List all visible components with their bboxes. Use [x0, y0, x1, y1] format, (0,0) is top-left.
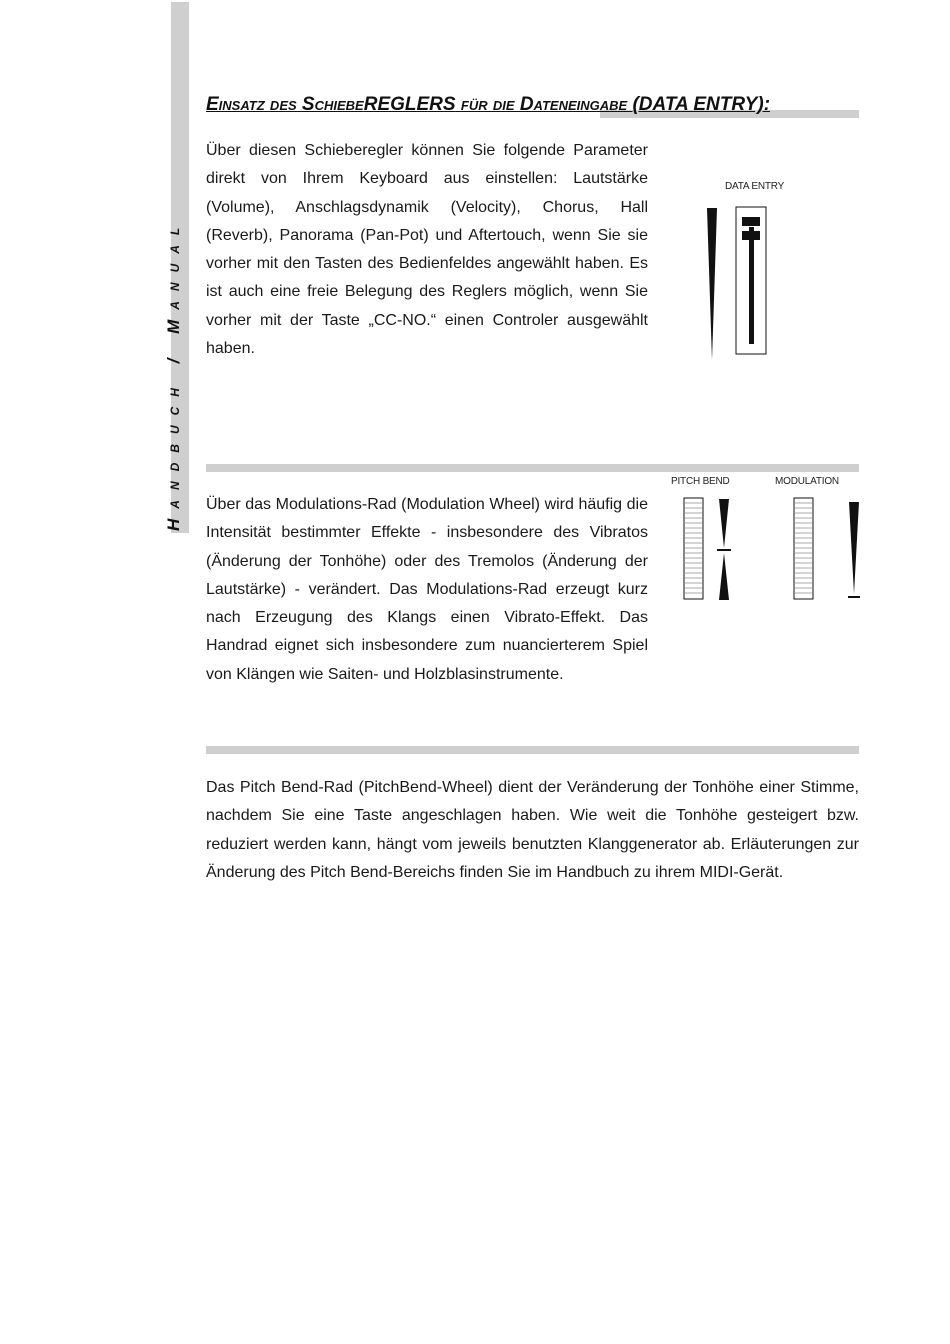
pitch-down-wedge-icon: [719, 553, 729, 600]
slider-knob: [742, 217, 760, 226]
side-tab-label: Handbuch / Manual: [164, 217, 183, 531]
heading-part-1: Einsatz des Schiebe: [206, 94, 364, 115]
volume-wedge-icon: [707, 208, 717, 360]
section-heading: [206, 94, 770, 116]
pitch-up-wedge-icon: [719, 499, 729, 548]
pitch-center-mark: [717, 549, 731, 551]
modulation-label: MODULATION: [775, 476, 839, 487]
heading-part-4: (DATA ENTRY):: [632, 94, 771, 115]
modulation-paragraph: Über das Modulations-Rad (Modulation Wheel) wird häufig die Intensität bestimmter Effekte - insbesondere des Vibratos (Änderung der Tonhöhe) oder des Tremolos (Änderung der Lautstärke) - verändert. Das Modulations-Rad erzeugt kurz nach Erzeugung des Klangs einen Vibrato-Effekt. Das Handrad eignet sich insbesondere zum nuancierterem Spiel von Klängen wie Saiten- und Holzblasinstrumente.: [206, 496, 648, 683]
section-divider-2: [206, 746, 859, 754]
heading-part-3: für die Dateneingabe: [455, 94, 633, 115]
modulation-wedge-icon: [849, 502, 859, 594]
section-divider-1: [206, 464, 859, 472]
data-entry-paragraph: Über diesen Schieberegler können Sie folgende Parameter direkt von Ihrem Keyboard aus einstellen: Lautstärke (Volume), Anschlagsdynamik (Velocity), Chorus, Hall (Reverb), Panorama (Pan-Pot) und Aftertouch, wenn Sie sie vorher mit den Tasten des Bedienfeldes angewählt haben. Es ist auch eine freie Belegung des Reglers möglich, wenn Sie vorher mit der Taste „CC-NO.“ einen Controler ausgewählt haben.: [206, 142, 648, 358]
pitch-bend-label: PITCH BEND: [671, 476, 730, 487]
slider-track: [749, 227, 754, 344]
mod-zero-mark: [848, 596, 860, 598]
pitch-bend-paragraph: Das Pitch Bend-Rad (PitchBend-Wheel) dient der Veränderung der Tonhöhe einer Stimme, nachdem Sie eine Taste angeschlagen haben. Wie weit die Tonhöhe gesteigert bzw. reduziert werden kann, hängt vom jeweils benutzten Klanggenerator ab. Erläuterungen zur Änderung des Pitch Bend-Bereichs finden Sie im Handbuch zu ihrem MIDI-Gerät.: [206, 779, 859, 881]
modulation-wheel-figure: [793, 496, 863, 604]
data-entry-slider-figure: [700, 200, 775, 365]
data-entry-figure-label: DATA ENTRY: [725, 181, 785, 192]
heading-part-2: REGLERS: [363, 94, 456, 115]
slider-knob-lower: [742, 231, 760, 240]
pitch-bend-wheel-figure: [683, 496, 733, 604]
